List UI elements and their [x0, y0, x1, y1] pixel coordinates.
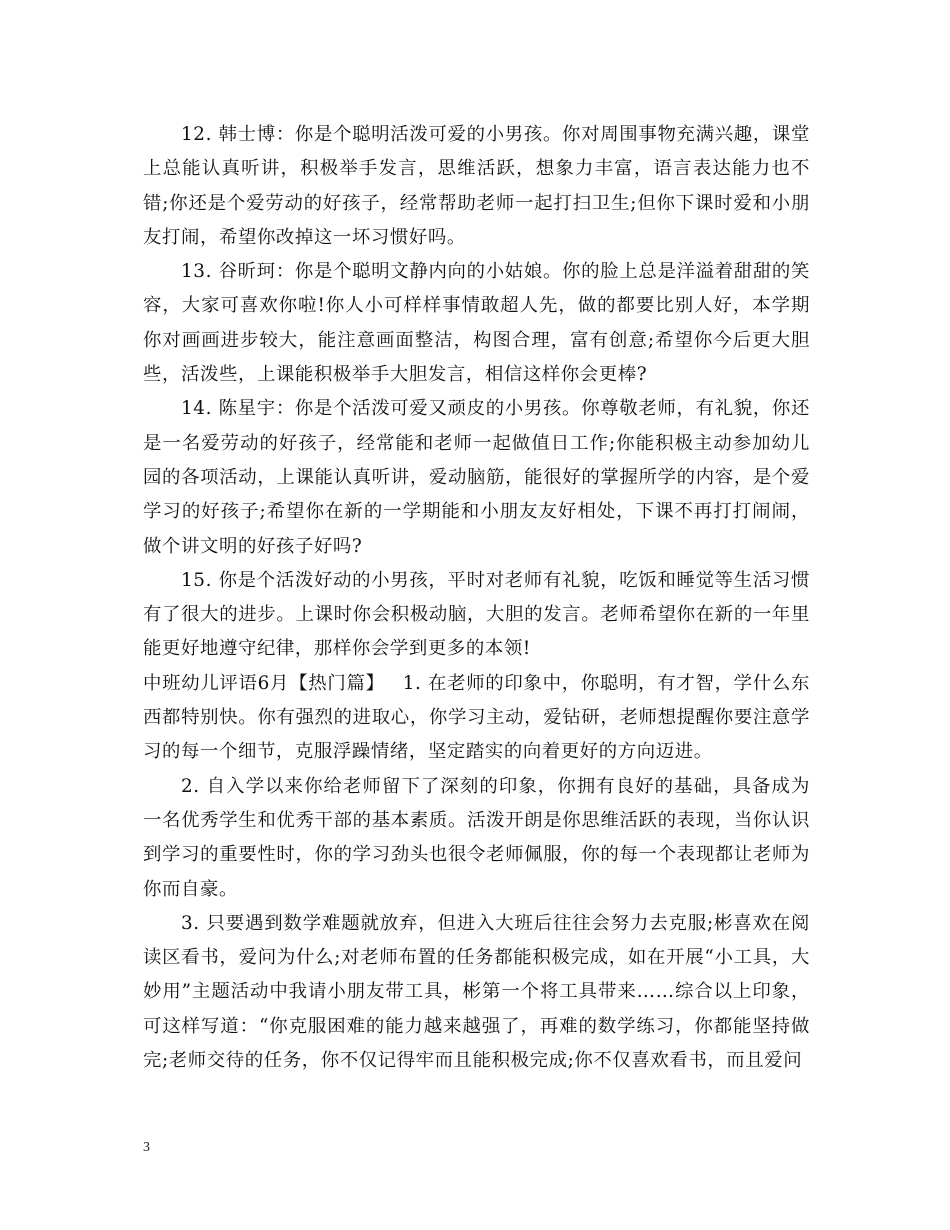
paragraph-15: 15. 你是个活泼好动的小男孩，平时对老师有礼貌，吃饭和睡觉等生活习惯有了很大的进步。上课时你会积极动脑，大胆的发言。老师希望你在新的一年里能更好地遵守纪律，那样你会学到更多的本领!: [143, 569, 810, 660]
page-number: 3: [143, 1140, 150, 1155]
paragraph-12: 12. 韩士博：你是个聪明活泼可爱的小男孩。你对周围事物充满兴趣，课堂上总能认真听讲，积极举手发言，思维活跃，想象力丰富，语言表达能力也不错;你还是个爱劳动的好孩子，经常帮助老师一起打扫卫生;但你下课时爱和小朋友打闹，希望你改掉这一坏习惯好吗。: [143, 124, 810, 248]
section-paragraph-1: 1. 在老师的印象中，你聪明，有才智，学什么东西都特别快。你有强烈的进取心，你学习主动，爱钻研，老师想提醒你要注意学习的每一个细节，克服浮躁情绪，坚定踏实的向着更好的方向迈进。: [143, 672, 810, 763]
section-start-paragraph: [143, 667, 810, 770]
section-paragraph-2: 2. 自入学以来你给老师留下了深刻的印象，你拥有良好的基础，具备成为一名优秀学生和优秀干部的基本素质。活泼开朗是你思维活跃的表现，当你认识到学习的重要性时，你的学习劲头也很令老师佩服，你的每一个表现都让老师为你而自豪。: [143, 775, 810, 900]
section-heading: 中班幼儿评语6月【热门篇】: [143, 672, 385, 694]
paragraph-14: 14. 陈星宇：你是个活泼可爱又顽皮的小男孩。你尊敬老师，有礼貌，你还是一名爱劳动的好孩子，经常能和老师一起做值日工作;你能积极主动参加幼儿园的各项活动，上课能认真听讲，爱动脑筋，能很好的掌握所学的内容，是个爱学习的好孩子;希望你在新的一学期能和小朋友友好相处，下课不再打打闹闹，做个讲文明的好孩子好吗?: [143, 398, 810, 557]
section-paragraph-3: 3. 只要遇到数学难题就放弃，但进入大班后往往会努力去克服;彬喜欢在阅读区看书，爱问为什么;对老师布置的任务都能积极完成，如在开展“小工具，大妙用”主题活动中我请小朋友带工具，彬第一个将工具带来……综合以上印象，可这样写道：“你克服困难的能力越来越强了，再难的数学练习，你都能坚持做完;老师交待的任务，你不仅记得牢而且能积极完成;你不仅喜欢看书，而且爱问: [143, 912, 810, 1072]
paragraph-13: 13. 谷昕珂：你是个聪明文静内向的小姑娘。你的脸上总是洋溢着甜甜的笑容，大家可喜欢你啦!你人小可样样事情敢超人先，做的都要比别人好，本学期你对画画进步较大，能注意画面整洁，构图合理，富有创意;希望你今后更大胆些，活泼些，上课能积极举手大胆发言，相信这样你会更棒?: [143, 261, 810, 386]
document-body: [143, 118, 810, 1078]
